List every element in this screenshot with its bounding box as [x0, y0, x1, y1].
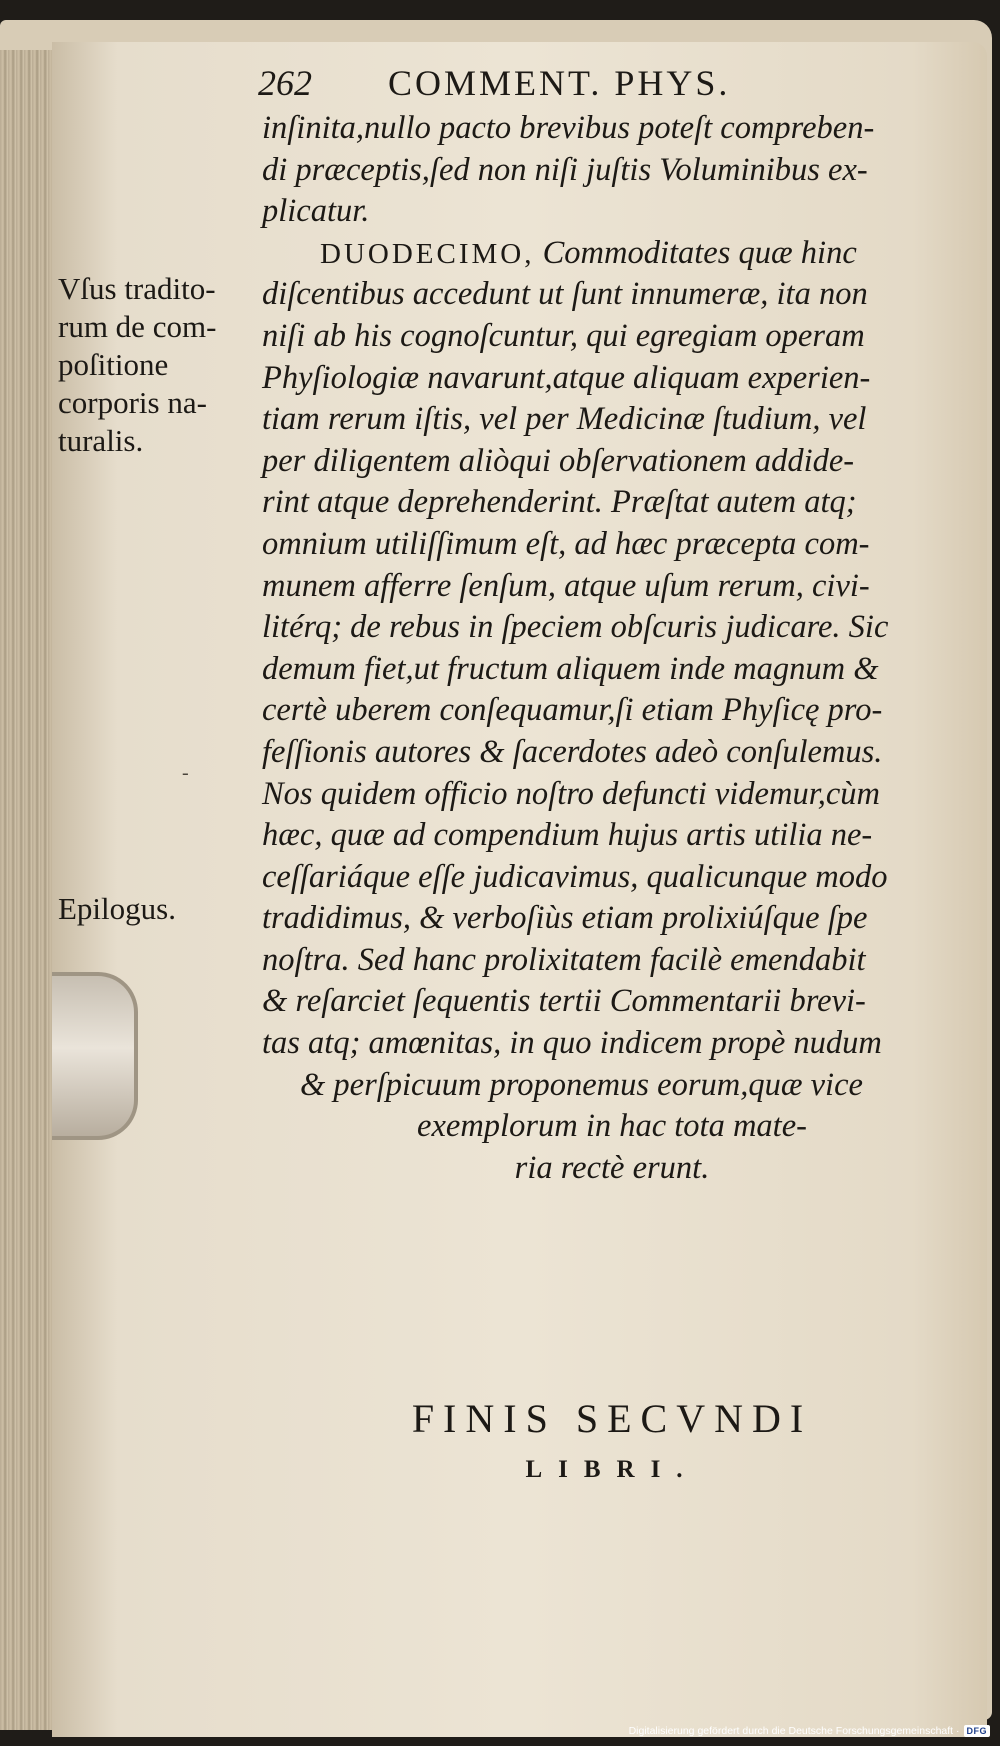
text-line: munem afferre ſenſum, atque uſum rerum, civi-: [262, 567, 870, 604]
page-edges: [0, 50, 54, 1730]
text-line: ria rectè erunt.: [514, 1149, 710, 1186]
text-line: tiam rerum iſtis, vel per Medicinæ ſtudium, vel: [262, 401, 867, 438]
duodecimo-rest: Commoditates quæ hinc: [534, 234, 857, 271]
marginal-line: corporis na-: [58, 385, 207, 420]
text-line: & reſarciet ſequentis tertii Commentarii brevi-: [262, 983, 866, 1020]
marginal-line: Epilogus.: [58, 891, 176, 926]
text-line: Nos quidem officio noſtro defuncti videmur,cùm: [262, 775, 881, 812]
page-number: 262: [258, 63, 312, 103]
marginal-note-epilogus: [58, 890, 243, 928]
text-line: litérq; de rebus in ſpeciem obſcuris judicare. Sic: [262, 609, 889, 646]
text-line: plicatur.: [262, 193, 370, 230]
marginal-line: rum de com-: [58, 309, 217, 344]
text-line: ceſſariáque eſſe judicavimus, qualicunque modo: [262, 858, 888, 895]
text-line: hæc, quæ ad compendium hujus artis utilia ne-: [262, 817, 873, 854]
text-line: diſcentibus accedunt ut ſunt innumeræ, ita non: [262, 276, 868, 313]
marginal-line: turalis.: [58, 423, 144, 458]
text-line: noſtra. Sed hanc prolixitatem facilè emendabit: [262, 941, 866, 978]
text-line: rint atque deprehenderint. Præſtat autem atq;: [262, 484, 857, 521]
marginal-line: Vſus tradito-: [58, 271, 216, 306]
text-line: di præceptis,ſed non niſi juſtis Voluminibus ex-: [262, 151, 868, 188]
running-title: COMMENT. PHYS.: [388, 63, 731, 103]
footer-credit: [629, 1722, 990, 1740]
marginal-line: poſitione: [58, 347, 169, 382]
finis-heading: FINIS SECVNDI: [411, 1396, 813, 1441]
text-line: tradidimus, & verboſiùs etiam prolixiúſque ſpe: [262, 900, 868, 937]
main-text: [262, 108, 962, 1189]
text-line: certè uberem conſequamur,ſi etiam Phyſicę pro-: [262, 692, 883, 729]
text-line: feſſionis autores & ſacerdotes adeò conſulemus.: [262, 733, 883, 770]
text-line: tas atq; amœnitas, in quo indicem propè nudum: [262, 1025, 882, 1062]
page-clip: [52, 972, 138, 1140]
text-line: exemplorum in hac tota mate-: [417, 1108, 807, 1145]
libri-heading: LIBRI.: [525, 1456, 699, 1483]
text-line: demum fiet,ut fructum aliquem inde magnum &: [262, 650, 879, 687]
text-line: omnium utiliſſimum eſt, ad hæc præcepta com-: [262, 525, 870, 562]
text-line-duodecimo: [262, 233, 962, 275]
text-line: & perſpicuum proponemus eorum,quæ vice: [300, 1066, 863, 1103]
stray-mark: -: [182, 762, 189, 784]
dfg-logo-icon: DFG: [964, 1725, 991, 1737]
text-line: inſinita,nullo pacto brevibus poteſt compreben-: [262, 110, 875, 146]
text-line: Phyſiologiæ navarunt,atque aliquam experien-: [262, 359, 871, 396]
running-head: [258, 62, 818, 104]
text-line: per diligentem aliòqui obſervationem addide-: [262, 442, 855, 479]
text-line: niſi ab his cognoſcuntur, qui egregiam operam: [262, 317, 865, 354]
footer-credit-text: Digitalisierung gefördert durch die Deutsche Forschungsgemeinschaft ·: [628, 1725, 960, 1737]
duodecimo-lead: DUODECIMO,: [320, 237, 535, 270]
marginal-note-usus: [58, 270, 243, 460]
